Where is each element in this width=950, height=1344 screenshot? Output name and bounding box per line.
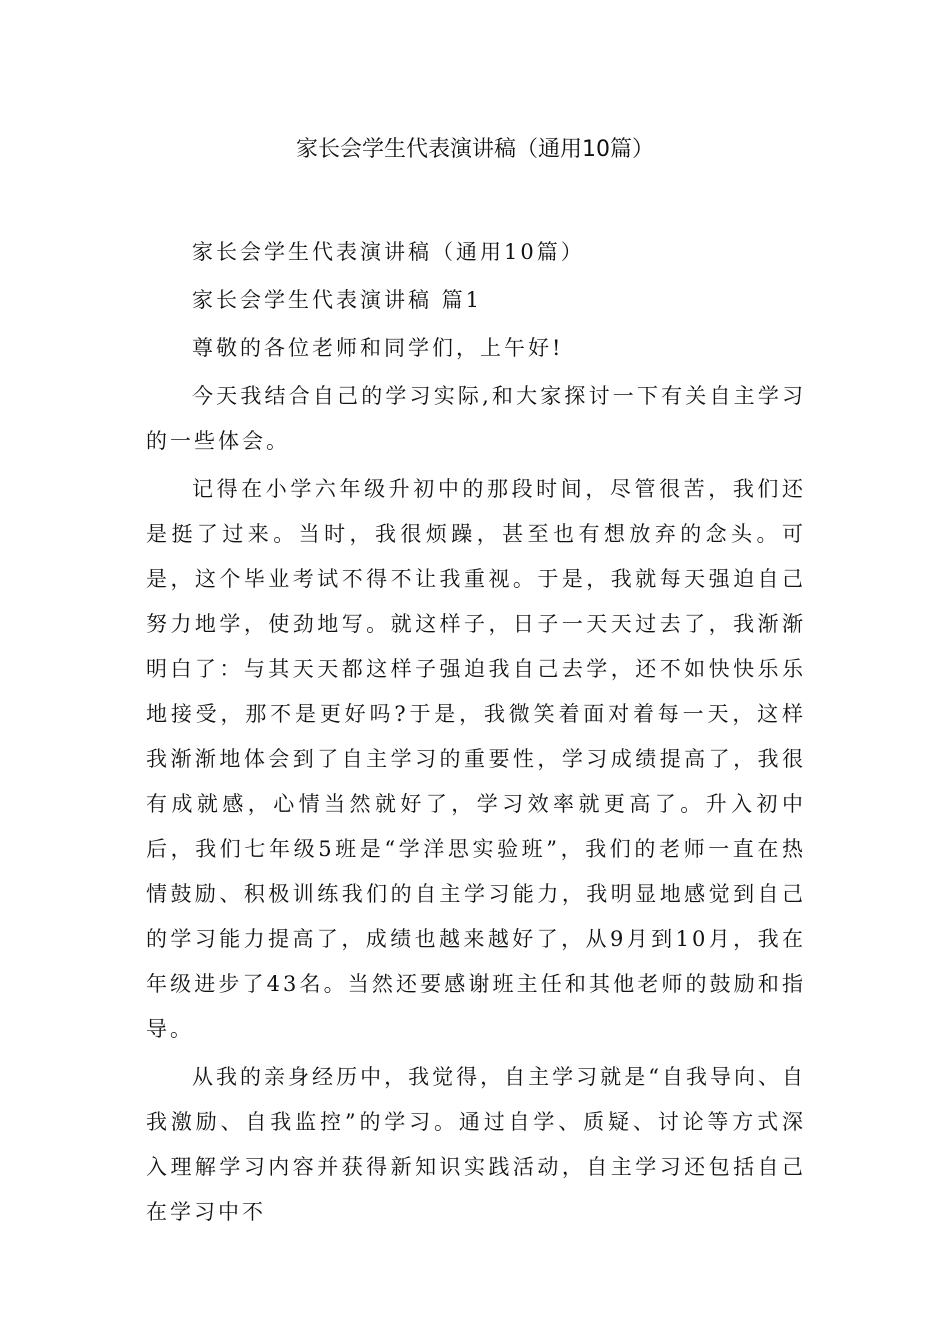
paragraph-greeting: 尊敬的各位老师和同学们，上午好!	[192, 336, 564, 360]
document-body	[146, 230, 806, 1238]
paragraph-section-title: 家长会学生代表演讲稿 篇1	[192, 288, 483, 312]
paragraph-experience: 记得在小学六年级升初中的那段时间，尽管很苦，我们还是挺了过来。当时，我很烦躁，甚至也有想放弃的念头。可是，这个毕业考试不得不让我重视。于是，我就每天强迫自己努力地学，使劲地写。就这样子，日子一天天过去了，我渐渐明白了：与其天天都这样子强迫我自己去学，还不如快快乐乐地接受，那不是更好吗?于是，我微笑着面对着每一天，这样我渐渐地体会到了自主学习的重要性，学习成绩提高了，我很有成就感，心情当然就好了，学习效率就更高了。升入初中后，我们七年级5班是“学洋思实验班”，我们的老师一直在热情鼓励、积极训练我们的自主学习能力，我明显地感觉到自己的学习能力提高了，成绩也越来越好了，从9月到10月，我在年级进步了43名。当然还要感谢班主任和其他老师的鼓励和指导。	[146, 477, 806, 1041]
document-title: 家长会学生代表演讲稿（通用10篇）	[296, 137, 654, 162]
paragraph-heading: 家长会学生代表演讲稿（通用10篇）	[192, 240, 585, 264]
paragraph-definition: 从我的亲身经历中，我觉得，自主学习就是“自我导向、自我激励、自我监控”的学习。通过自学、质疑、讨论等方式深入理解学习内容并获得新知识实践活动，自主学习还包括自己在学习中不	[146, 1065, 806, 1224]
paragraph-intro: 今天我结合自己的学习实际,和大家探讨一下有关自主学习的一些体会。	[146, 384, 806, 453]
